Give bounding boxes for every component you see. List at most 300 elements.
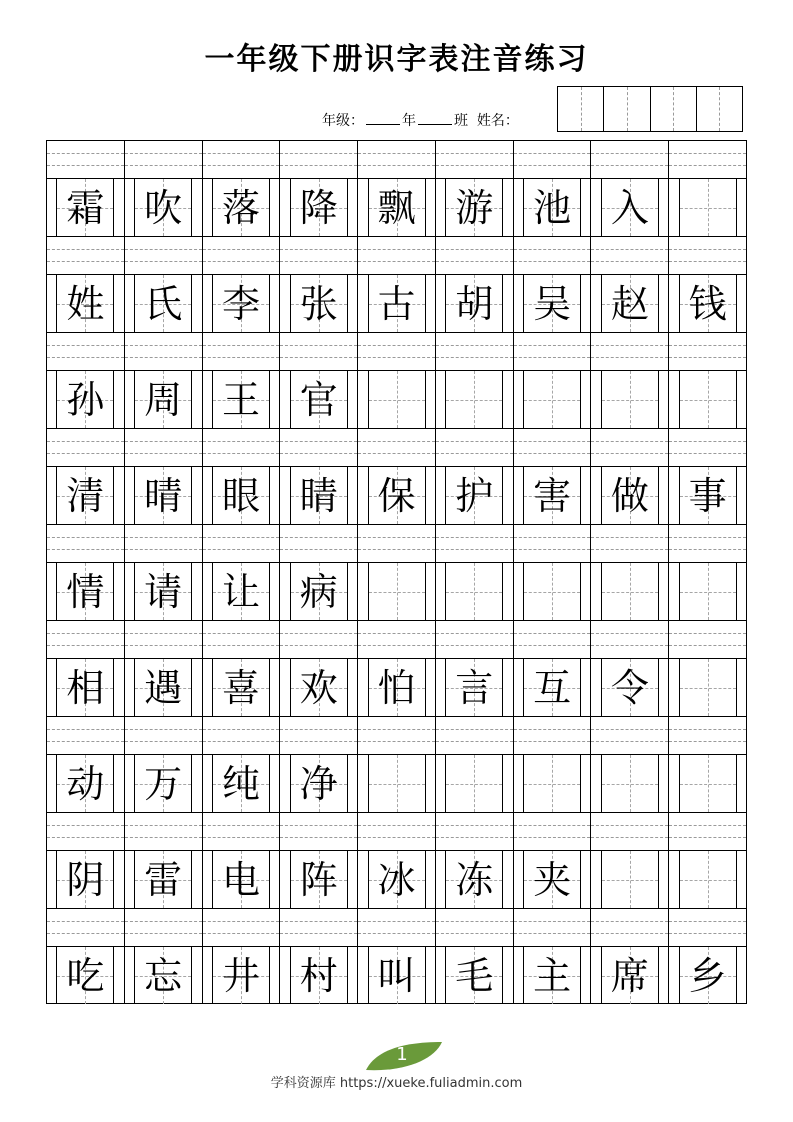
character-cell bbox=[514, 947, 592, 1004]
hanzi-character: 动 bbox=[66, 761, 105, 806]
tianzige-box bbox=[445, 467, 503, 524]
tianzige-box bbox=[368, 563, 426, 620]
hanzi-character: 赵 bbox=[610, 281, 649, 326]
tianzige-box bbox=[601, 371, 659, 428]
hanzi-character: 阵 bbox=[299, 857, 338, 902]
hanzi-character: 吹 bbox=[144, 185, 183, 230]
character-cell bbox=[203, 275, 281, 332]
practice-row bbox=[47, 428, 746, 524]
pinyin-cell[interactable] bbox=[591, 237, 669, 274]
tianzige-box bbox=[445, 755, 503, 812]
pinyin-cell[interactable] bbox=[669, 141, 746, 178]
tianzige-box bbox=[445, 371, 503, 428]
tianzige-box bbox=[445, 179, 503, 236]
name-box-cell[interactable] bbox=[697, 87, 742, 131]
character-cell bbox=[436, 851, 514, 908]
character-row bbox=[47, 274, 746, 332]
hanzi-character: 纯 bbox=[221, 761, 260, 806]
tianzige-box bbox=[679, 563, 737, 620]
hanzi-character: 张 bbox=[299, 281, 338, 326]
tianzige-box bbox=[679, 947, 737, 1004]
character-cell bbox=[125, 467, 203, 524]
character-cell bbox=[47, 179, 125, 236]
character-cell bbox=[436, 659, 514, 716]
character-cell bbox=[436, 755, 514, 812]
character-cell bbox=[47, 275, 125, 332]
pinyin-cell[interactable] bbox=[280, 237, 358, 274]
tianzige-box bbox=[368, 659, 426, 716]
pinyin-cell[interactable] bbox=[125, 813, 203, 850]
pinyin-cell[interactable] bbox=[591, 525, 669, 562]
character-cell bbox=[436, 563, 514, 620]
character-cell bbox=[669, 563, 746, 620]
hanzi-character: 降 bbox=[299, 185, 338, 230]
pinyin-cell[interactable] bbox=[125, 525, 203, 562]
pinyin-cell[interactable] bbox=[591, 909, 669, 946]
tianzige-box bbox=[601, 851, 659, 908]
tianzige-box bbox=[679, 467, 737, 524]
hanzi-character: 姓 bbox=[66, 281, 105, 326]
hanzi-character: 事 bbox=[688, 473, 727, 518]
pinyin-cell[interactable] bbox=[47, 333, 125, 370]
character-cell bbox=[125, 851, 203, 908]
tianzige-box bbox=[523, 851, 581, 908]
hanzi-character: 席 bbox=[610, 953, 649, 998]
hanzi-character: 游 bbox=[455, 185, 494, 230]
tianzige-box bbox=[445, 275, 503, 332]
tianzige-box bbox=[601, 755, 659, 812]
hanzi-character: 情 bbox=[66, 569, 105, 614]
character-cell bbox=[591, 755, 669, 812]
tianzige-box bbox=[445, 851, 503, 908]
tianzige-box bbox=[56, 371, 114, 428]
pinyin-cell[interactable] bbox=[591, 333, 669, 370]
hanzi-character: 主 bbox=[533, 953, 572, 998]
hanzi-character: 怕 bbox=[377, 665, 416, 710]
practice-grid bbox=[46, 140, 747, 1004]
tianzige-box bbox=[523, 179, 581, 236]
character-cell bbox=[514, 275, 592, 332]
page-title: 一年级下册识字表注音练习 bbox=[204, 42, 589, 77]
tianzige-box bbox=[212, 755, 270, 812]
hanzi-character: 孙 bbox=[66, 377, 105, 422]
hanzi-character: 电 bbox=[221, 857, 260, 902]
tianzige-box bbox=[679, 275, 737, 332]
pinyin-cell[interactable] bbox=[280, 717, 358, 754]
hanzi-character: 毛 bbox=[455, 953, 494, 998]
character-row bbox=[47, 178, 746, 236]
character-cell bbox=[280, 851, 358, 908]
tianzige-box bbox=[368, 371, 426, 428]
pinyin-cell[interactable] bbox=[203, 141, 281, 178]
name-box-cell[interactable] bbox=[651, 87, 697, 131]
practice-row bbox=[47, 524, 746, 620]
character-cell bbox=[669, 659, 746, 716]
pinyin-cell[interactable] bbox=[47, 141, 125, 178]
pinyin-cell[interactable] bbox=[358, 429, 436, 466]
hanzi-character: 雷 bbox=[144, 857, 183, 902]
character-cell bbox=[203, 755, 281, 812]
pinyin-cell[interactable] bbox=[669, 525, 746, 562]
tianzige-box bbox=[134, 563, 192, 620]
pinyin-cell[interactable] bbox=[358, 333, 436, 370]
tianzige-box bbox=[368, 179, 426, 236]
pinyin-row bbox=[47, 812, 746, 850]
footer-source: 学科资源库 https://xueke.fuliadmin.com bbox=[270, 1076, 523, 1091]
class-blank[interactable] bbox=[418, 112, 452, 125]
hanzi-character: 让 bbox=[221, 569, 260, 614]
tianzige-box bbox=[368, 467, 426, 524]
character-cell bbox=[203, 659, 281, 716]
tianzige-box bbox=[212, 947, 270, 1004]
pinyin-cell[interactable] bbox=[280, 525, 358, 562]
character-row bbox=[47, 946, 746, 1004]
hanzi-character: 忘 bbox=[144, 953, 183, 998]
pinyin-cell[interactable] bbox=[125, 429, 203, 466]
tianzige-box bbox=[368, 947, 426, 1004]
hanzi-character: 令 bbox=[610, 665, 649, 710]
pinyin-cell[interactable] bbox=[125, 237, 203, 274]
character-cell bbox=[514, 467, 592, 524]
pinyin-cell[interactable] bbox=[436, 525, 514, 562]
character-cell bbox=[358, 467, 436, 524]
pinyin-cell[interactable] bbox=[358, 237, 436, 274]
character-cell bbox=[669, 851, 746, 908]
pinyin-cell[interactable] bbox=[514, 909, 592, 946]
character-cell bbox=[436, 947, 514, 1004]
tianzige-box bbox=[134, 755, 192, 812]
pinyin-cell[interactable] bbox=[669, 717, 746, 754]
hanzi-character: 净 bbox=[299, 761, 338, 806]
tianzige-box bbox=[523, 563, 581, 620]
pinyin-cell[interactable] bbox=[280, 621, 358, 658]
hanzi-character: 睛 bbox=[299, 473, 338, 518]
character-cell bbox=[514, 371, 592, 428]
practice-row bbox=[47, 620, 746, 716]
tianzige-box bbox=[212, 467, 270, 524]
pinyin-cell[interactable] bbox=[514, 237, 592, 274]
tianzige-box bbox=[290, 371, 348, 428]
hanzi-character: 病 bbox=[299, 569, 338, 614]
hanzi-character: 晴 bbox=[144, 473, 183, 518]
pinyin-cell[interactable] bbox=[125, 717, 203, 754]
hanzi-character: 眼 bbox=[221, 473, 260, 518]
tianzige-box bbox=[523, 659, 581, 716]
pinyin-cell[interactable] bbox=[125, 909, 203, 946]
pinyin-row bbox=[47, 524, 746, 562]
pinyin-cell[interactable] bbox=[358, 141, 436, 178]
pinyin-cell[interactable] bbox=[280, 333, 358, 370]
pinyin-cell[interactable] bbox=[203, 429, 281, 466]
hanzi-character: 言 bbox=[455, 665, 494, 710]
pinyin-cell[interactable] bbox=[47, 621, 125, 658]
tianzige-box bbox=[368, 851, 426, 908]
character-cell bbox=[591, 179, 669, 236]
pinyin-cell[interactable] bbox=[47, 909, 125, 946]
hanzi-character: 胡 bbox=[455, 281, 494, 326]
pinyin-cell[interactable] bbox=[436, 717, 514, 754]
tianzige-box bbox=[679, 371, 737, 428]
pinyin-cell[interactable] bbox=[514, 717, 592, 754]
tianzige-box bbox=[290, 947, 348, 1004]
pinyin-cell[interactable] bbox=[280, 909, 358, 946]
character-cell bbox=[436, 179, 514, 236]
pinyin-cell[interactable] bbox=[47, 717, 125, 754]
tianzige-box bbox=[445, 659, 503, 716]
character-cell bbox=[669, 275, 746, 332]
tianzige-box bbox=[601, 275, 659, 332]
tianzige-box bbox=[134, 659, 192, 716]
student-info-line bbox=[322, 110, 519, 130]
pinyin-cell[interactable] bbox=[591, 621, 669, 658]
tianzige-box bbox=[134, 275, 192, 332]
pinyin-cell[interactable] bbox=[203, 813, 281, 850]
tianzige-box bbox=[679, 179, 737, 236]
pinyin-cell[interactable] bbox=[514, 813, 592, 850]
tianzige-box bbox=[212, 563, 270, 620]
pinyin-cell[interactable] bbox=[358, 717, 436, 754]
character-row bbox=[47, 850, 746, 908]
pinyin-cell[interactable] bbox=[436, 813, 514, 850]
hanzi-character: 霜 bbox=[66, 185, 105, 230]
hanzi-character: 害 bbox=[533, 473, 572, 518]
hanzi-character: 村 bbox=[299, 953, 338, 998]
hanzi-character: 井 bbox=[221, 953, 260, 998]
hanzi-character: 周 bbox=[144, 377, 183, 422]
character-cell bbox=[47, 947, 125, 1004]
character-cell bbox=[203, 467, 281, 524]
practice-row bbox=[47, 236, 746, 332]
tianzige-box bbox=[56, 659, 114, 716]
character-cell bbox=[514, 659, 592, 716]
tianzige-box bbox=[56, 563, 114, 620]
pinyin-row bbox=[47, 428, 746, 466]
tianzige-box bbox=[56, 755, 114, 812]
pinyin-row bbox=[47, 332, 746, 370]
character-cell bbox=[358, 179, 436, 236]
pinyin-cell[interactable] bbox=[203, 717, 281, 754]
character-cell bbox=[125, 275, 203, 332]
tianzige-box bbox=[601, 467, 659, 524]
tianzige-box bbox=[134, 371, 192, 428]
tianzige-box bbox=[134, 179, 192, 236]
character-cell bbox=[591, 659, 669, 716]
pinyin-cell[interactable] bbox=[591, 813, 669, 850]
pinyin-cell[interactable] bbox=[125, 141, 203, 178]
pinyin-cell[interactable] bbox=[358, 909, 436, 946]
character-cell bbox=[358, 755, 436, 812]
hanzi-character: 王 bbox=[221, 377, 260, 422]
pinyin-cell[interactable] bbox=[436, 237, 514, 274]
character-cell bbox=[47, 755, 125, 812]
character-cell bbox=[669, 179, 746, 236]
character-cell bbox=[669, 467, 746, 524]
pinyin-cell[interactable] bbox=[280, 813, 358, 850]
tianzige-box bbox=[134, 851, 192, 908]
character-row bbox=[47, 562, 746, 620]
tianzige-box bbox=[523, 755, 581, 812]
character-cell bbox=[125, 659, 203, 716]
pinyin-cell[interactable] bbox=[514, 429, 592, 466]
hanzi-character: 夹 bbox=[533, 857, 572, 902]
tianzige-box bbox=[56, 947, 114, 1004]
grade-label: 年级： bbox=[322, 113, 364, 129]
pinyin-cell[interactable] bbox=[47, 525, 125, 562]
character-cell bbox=[125, 755, 203, 812]
tianzige-box bbox=[523, 467, 581, 524]
pinyin-cell[interactable] bbox=[591, 141, 669, 178]
pinyin-cell[interactable] bbox=[280, 141, 358, 178]
character-cell bbox=[591, 371, 669, 428]
pinyin-cell[interactable] bbox=[514, 525, 592, 562]
tianzige-box bbox=[601, 179, 659, 236]
practice-row bbox=[47, 812, 746, 908]
grade-blank[interactable] bbox=[366, 112, 400, 125]
pinyin-cell[interactable] bbox=[203, 621, 281, 658]
character-cell bbox=[280, 179, 358, 236]
character-cell bbox=[280, 947, 358, 1004]
hanzi-character: 官 bbox=[299, 377, 338, 422]
character-cell bbox=[125, 371, 203, 428]
pinyin-cell[interactable] bbox=[436, 333, 514, 370]
hanzi-character: 相 bbox=[66, 665, 105, 710]
pinyin-cell[interactable] bbox=[436, 909, 514, 946]
pinyin-cell[interactable] bbox=[203, 909, 281, 946]
character-cell bbox=[203, 179, 281, 236]
pinyin-cell[interactable] bbox=[591, 717, 669, 754]
character-cell bbox=[47, 371, 125, 428]
pinyin-cell[interactable] bbox=[436, 141, 514, 178]
pinyin-cell[interactable] bbox=[203, 525, 281, 562]
hanzi-character: 叫 bbox=[377, 953, 416, 998]
tianzige-box bbox=[212, 851, 270, 908]
hanzi-character: 钱 bbox=[688, 281, 727, 326]
character-row bbox=[47, 754, 746, 812]
hanzi-character: 喜 bbox=[221, 665, 260, 710]
character-cell bbox=[280, 275, 358, 332]
character-row bbox=[47, 466, 746, 524]
tianzige-box bbox=[56, 179, 114, 236]
pinyin-cell[interactable] bbox=[514, 621, 592, 658]
pinyin-cell[interactable] bbox=[669, 909, 746, 946]
pinyin-cell[interactable] bbox=[203, 333, 281, 370]
hanzi-character: 互 bbox=[533, 665, 572, 710]
tianzige-box bbox=[679, 659, 737, 716]
pinyin-cell[interactable] bbox=[47, 429, 125, 466]
tianzige-box bbox=[445, 947, 503, 1004]
hanzi-character: 吴 bbox=[533, 281, 572, 326]
hanzi-character: 护 bbox=[455, 473, 494, 518]
hanzi-character: 李 bbox=[221, 281, 260, 326]
pinyin-cell[interactable] bbox=[125, 621, 203, 658]
tianzige-box bbox=[679, 755, 737, 812]
name-write-box[interactable] bbox=[557, 86, 743, 132]
pinyin-cell[interactable] bbox=[669, 429, 746, 466]
hanzi-character: 冰 bbox=[377, 857, 416, 902]
pinyin-cell[interactable] bbox=[669, 813, 746, 850]
character-cell bbox=[203, 563, 281, 620]
tianzige-box bbox=[368, 755, 426, 812]
pinyin-cell[interactable] bbox=[669, 237, 746, 274]
character-cell bbox=[436, 467, 514, 524]
character-cell bbox=[125, 563, 203, 620]
character-cell bbox=[514, 851, 592, 908]
character-cell bbox=[358, 659, 436, 716]
tianzige-box bbox=[523, 371, 581, 428]
pinyin-cell[interactable] bbox=[47, 813, 125, 850]
character-cell bbox=[280, 467, 358, 524]
tianzige-box bbox=[212, 275, 270, 332]
character-cell bbox=[514, 755, 592, 812]
pinyin-cell[interactable] bbox=[669, 621, 746, 658]
pinyin-cell[interactable] bbox=[358, 525, 436, 562]
pinyin-cell[interactable] bbox=[436, 621, 514, 658]
tianzige-box bbox=[212, 371, 270, 428]
year-label: 年 bbox=[402, 113, 416, 129]
character-cell bbox=[591, 275, 669, 332]
pinyin-cell[interactable] bbox=[280, 429, 358, 466]
pinyin-cell[interactable] bbox=[514, 333, 592, 370]
pinyin-cell[interactable] bbox=[358, 813, 436, 850]
character-cell bbox=[358, 851, 436, 908]
pinyin-cell[interactable] bbox=[436, 429, 514, 466]
tianzige-box bbox=[523, 275, 581, 332]
practice-row bbox=[47, 140, 746, 236]
pinyin-row bbox=[47, 908, 746, 946]
character-cell bbox=[203, 947, 281, 1004]
tianzige-box bbox=[56, 275, 114, 332]
hanzi-character: 落 bbox=[221, 185, 260, 230]
character-cell bbox=[203, 851, 281, 908]
character-cell bbox=[591, 467, 669, 524]
character-row bbox=[47, 658, 746, 716]
pinyin-cell[interactable] bbox=[47, 237, 125, 274]
character-cell bbox=[669, 755, 746, 812]
pinyin-row bbox=[47, 236, 746, 274]
pinyin-row bbox=[47, 716, 746, 754]
tianzige-box bbox=[523, 947, 581, 1004]
character-cell bbox=[203, 371, 281, 428]
character-cell bbox=[669, 947, 746, 1004]
pinyin-cell[interactable] bbox=[514, 141, 592, 178]
name-box-cell[interactable] bbox=[558, 87, 604, 131]
character-cell bbox=[280, 563, 358, 620]
hanzi-character: 清 bbox=[66, 473, 105, 518]
character-cell bbox=[47, 467, 125, 524]
character-cell bbox=[358, 563, 436, 620]
character-cell bbox=[125, 179, 203, 236]
character-cell bbox=[436, 275, 514, 332]
character-cell bbox=[280, 755, 358, 812]
tianzige-box bbox=[212, 659, 270, 716]
pinyin-cell[interactable] bbox=[591, 429, 669, 466]
tianzige-box bbox=[290, 467, 348, 524]
pinyin-row bbox=[47, 140, 746, 178]
tianzige-box bbox=[601, 947, 659, 1004]
pinyin-cell[interactable] bbox=[669, 333, 746, 370]
pinyin-cell[interactable] bbox=[203, 237, 281, 274]
hanzi-character: 欢 bbox=[299, 665, 338, 710]
pinyin-cell[interactable] bbox=[358, 621, 436, 658]
hanzi-character: 乡 bbox=[688, 953, 727, 998]
pinyin-cell[interactable] bbox=[125, 333, 203, 370]
name-box-cell[interactable] bbox=[604, 87, 650, 131]
tianzige-box bbox=[601, 659, 659, 716]
hanzi-character: 遇 bbox=[144, 665, 183, 710]
hanzi-character: 请 bbox=[144, 569, 183, 614]
practice-row bbox=[47, 908, 746, 1004]
hanzi-character: 古 bbox=[377, 281, 416, 326]
